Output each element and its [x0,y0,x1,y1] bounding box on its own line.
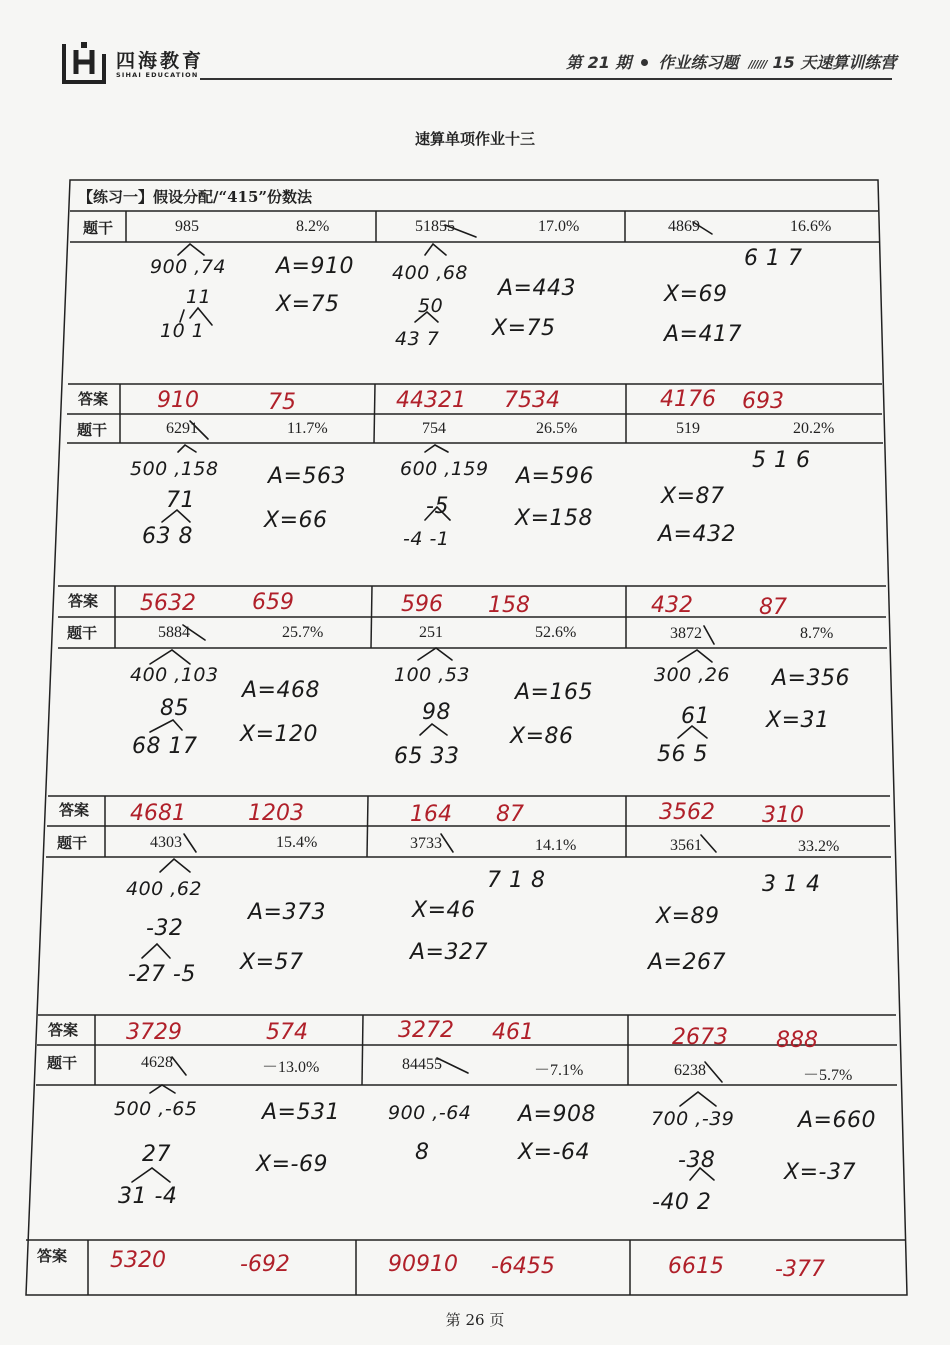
answer-a: 2673 [672,1025,728,1050]
page-suffix: 页 [489,1311,505,1329]
work-step: X=31 [766,708,830,733]
work-step: -32 [146,916,184,941]
work-step: A=531 [262,1100,340,1125]
category: 作业练习题 [658,53,739,72]
answer-x: 659 [252,590,294,615]
work-step: 31 -4 [118,1184,178,1209]
work-step: A=267 [648,950,726,975]
work-step: 400 ,62 [126,878,203,900]
answer-a: 3562 [659,800,715,825]
work-step: A=417 [664,322,742,347]
stem-percent: 20.2% [793,420,835,437]
answer-a: 596 [401,592,443,617]
work-step: 400 ,68 [392,262,469,284]
work-step: A=373 [248,900,326,925]
work-step: 50 [418,295,444,317]
answer-a: 910 [157,388,199,413]
work-step: 400 ,103 [130,664,219,686]
stem-label: 题干 [77,421,108,439]
work-step: X=57 [240,950,304,975]
work-step: 27 [142,1142,171,1167]
work-step: A=660 [798,1108,876,1133]
work-step: -38 [678,1148,716,1173]
answer-x: 158 [488,593,530,618]
work-step: X=75 [492,316,556,341]
stem-percent: 17.0% [538,218,580,235]
answer-a: 432 [651,593,693,618]
answer-x: 310 [762,803,804,828]
work-step: X=75 [276,292,340,317]
work-step: A=443 [498,276,576,301]
answer-a: 90910 [388,1252,458,1277]
answer-a: 4176 [660,387,716,412]
stem-number: 6291 [166,420,198,437]
work-step: 98 [422,700,451,725]
answer-a: 3272 [398,1018,454,1043]
work-step: 500 ,158 [130,458,219,480]
issue-number: 第 21 期 [566,53,632,72]
work-step: A=908 [518,1102,596,1127]
answer-x: -692 [240,1252,290,1277]
answer-label: 答案 [59,801,90,819]
work-step: -40 2 [652,1190,712,1215]
answer-x: 574 [266,1020,308,1045]
page-value: 26 [465,1311,485,1329]
work-step: X=66 [264,508,328,533]
answer-label: 答案 [78,390,109,408]
work-step: A=563 [268,464,346,489]
camp-name: 15 天速算训练营 [772,53,897,72]
stem-number: 251 [419,624,443,641]
exercise-title: 【练习一】假设分配/“415”份数法 [78,188,313,206]
answer-a: 4681 [130,801,186,826]
stem-number: 3733 [410,835,442,852]
answer-a: 6615 [668,1254,724,1279]
stem-number: 519 [676,420,700,437]
work-step: 3 1 4 [762,872,821,897]
stem-number: 51855 [415,218,455,235]
page-title: 速算单项作业十三 [414,130,535,148]
work-step: 900 ,-64 [388,1102,472,1124]
work-step: X=89 [656,904,720,929]
answer-label: 答案 [37,1247,68,1265]
stem-label: 题干 [67,624,98,642]
stem-percent: 26.5% [536,420,578,437]
work-step: A=432 [658,522,736,547]
stem-label: 题干 [57,834,88,852]
answer-a: 5632 [140,591,196,616]
answer-x: 1203 [248,801,304,826]
work-step: A=165 [515,680,593,705]
page-number [0,1309,950,1330]
work-step: 63 8 [142,524,193,549]
work-step: X=46 [412,898,476,923]
work-step: 100 ,53 [394,664,471,686]
stem-percent: －5.7% [803,1067,853,1084]
work-step: 900 ,74 [150,256,227,278]
answer-x: 87 [496,802,524,827]
stem-percent: 8.7% [800,625,834,642]
work-step: 61 [681,704,710,729]
work-step: 600 ,159 [400,458,489,480]
work-step: 65 33 [394,744,460,769]
work-step: X=87 [661,484,725,509]
answer-x: 75 [268,390,296,415]
work-step: 11 [186,286,212,308]
work-step: 43 7 [395,328,440,350]
work-step: X=120 [240,722,318,747]
answer-a: 164 [410,802,452,827]
stem-percent: 52.6% [535,624,577,641]
stem-number: 4303 [150,834,182,851]
work-step: 85 [160,696,189,721]
stem-percent: －13.0% [262,1059,320,1076]
stem-number: 4869 [668,218,700,235]
stem-label: 题干 [47,1054,78,1072]
stem-number: 3561 [670,837,702,854]
answer-x: 461 [492,1020,534,1045]
answer-x: 87 [759,595,787,620]
answer-x: 693 [742,389,784,414]
work-step: 8 [415,1140,430,1165]
stem-number: 4628 [141,1054,173,1071]
work-step: 68 17 [132,734,198,759]
work-step: A=327 [410,940,488,965]
work-step: 500 ,-65 [114,1098,198,1120]
work-step: 71 [166,488,195,513]
stem-label: 题干 [83,219,114,237]
work-step: 6 1 7 [744,246,803,271]
answer-x: -6455 [491,1254,555,1279]
work-step: 5 1 6 [752,448,811,473]
stem-percent: 25.7% [282,624,324,641]
stem-number: 5884 [158,624,190,641]
stem-percent: 15.4% [276,834,318,851]
work-step: X=158 [515,506,593,531]
stem-percent: 16.6% [790,218,832,235]
stem-number: 754 [422,420,446,437]
answer-x: 7534 [504,388,560,413]
answer-label: 答案 [48,1021,79,1039]
work-step: -4 -1 [403,528,450,550]
stem-number: 985 [175,218,199,235]
work-step: 300 ,26 [654,664,731,686]
work-step: -27 -5 [128,962,196,987]
work-step: 56 5 [657,742,708,767]
answer-a: 44321 [396,388,466,413]
page-prefix: 第 [445,1311,461,1329]
work-step: 10 1 [160,320,205,342]
work-step: 7 1 8 [487,868,546,893]
stem-number: 3872 [670,625,702,642]
work-step: X=86 [510,724,574,749]
answer-x: -377 [775,1257,825,1282]
stem-percent: 14.1% [535,837,577,854]
stem-number: 84455 [402,1056,442,1073]
brand-name: 四海教育 [116,50,205,72]
stem-percent: 33.2% [798,838,840,855]
work-step: X=-37 [784,1160,856,1185]
stem-percent: 11.7% [287,420,328,437]
answer-a: 3729 [126,1020,182,1045]
stem-percent: －7.1% [534,1062,584,1079]
answer-x: 888 [776,1028,818,1053]
answer-label: 答案 [68,592,99,610]
work-step: A=356 [772,666,850,691]
work-step: A=596 [516,464,594,489]
brand-name-en: SIHAI EDUCATION [116,71,199,79]
answer-a: 5320 [110,1248,166,1273]
work-step: -5 [426,494,449,519]
stem-number: 6238 [674,1062,706,1079]
work-step: X=-69 [256,1152,328,1177]
stem-percent: 8.2% [296,218,330,235]
bars-decoration: ////// [748,58,767,71]
work-step: A=468 [242,678,320,703]
work-step: A=910 [276,254,354,279]
work-step: X=69 [664,282,728,307]
work-step: 700 ,-39 [651,1108,735,1130]
work-step: X=-64 [518,1140,590,1165]
